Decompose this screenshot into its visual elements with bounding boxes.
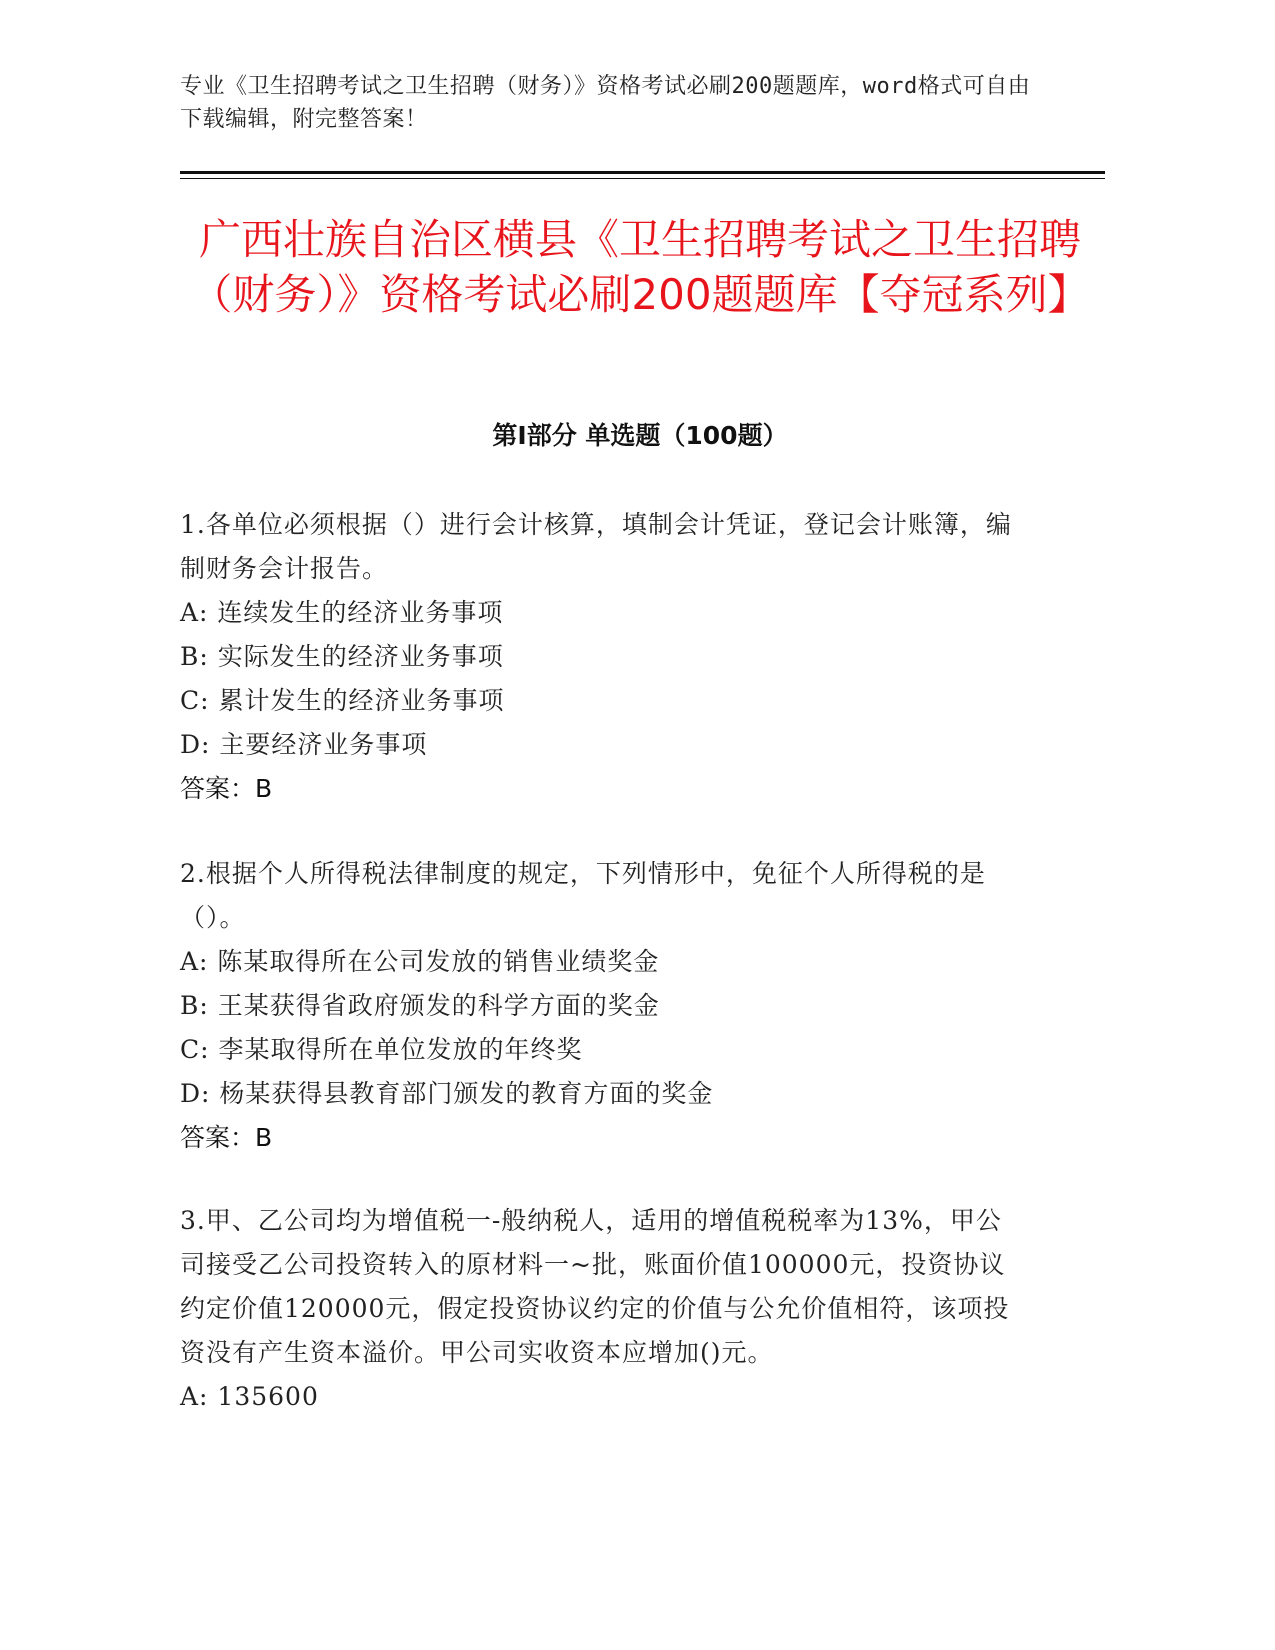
option-d: D: 主要经济业务事项 bbox=[180, 730, 428, 759]
question-3 bbox=[180, 1199, 1020, 1419]
option-b: B: 实际发生的经济业务事项 bbox=[180, 642, 504, 671]
header-rule-thick bbox=[180, 171, 1105, 174]
question-stem: 3.甲、乙公司均为增值税一-般纳税人，适用的增值税税率为13%，甲公司接受乙公司投资转入的原材料一~批，账面价值100000元，投资协议约定价值120000元，假定投资协议约定的价值与公允价值相符，该项投资没有产生资本溢价。甲公司实收资本应增加()元。 bbox=[180, 1206, 1010, 1367]
option-c: C: 李某取得所在单位发放的年终奖 bbox=[180, 1035, 583, 1064]
header-rule-thin bbox=[180, 178, 1105, 179]
option-a: A: 陈某取得所在公司发放的销售业绩奖金 bbox=[180, 947, 660, 976]
question-2 bbox=[180, 852, 1020, 1160]
document-title: 广西壮族自治区横县《卫生招聘考试之卫生招聘（财务）》资格考试必刷200题题库【夺冠系列】 bbox=[190, 215, 1090, 319]
question-stem: 2.根据个人所得税法律制度的规定，下列情形中，免征个人所得税的是（）。 bbox=[180, 859, 986, 932]
answer: 答案：B bbox=[180, 1123, 273, 1152]
option-c: C: 累计发生的经济业务事项 bbox=[180, 686, 505, 715]
answer: 答案：B bbox=[180, 774, 273, 803]
section-title: 第Ⅰ部分 单选题（100题） bbox=[492, 421, 788, 450]
option-a: A: 连续发生的经济业务事项 bbox=[180, 598, 504, 627]
option-b: B: 王某获得省政府颁发的科学方面的奖金 bbox=[180, 991, 660, 1020]
option-d: D: 杨某获得县教育部门颁发的教育方面的奖金 bbox=[180, 1079, 714, 1108]
header-note: 专业《卫生招聘考试之卫生招聘（财务）》资格考试必刷200题题库，word格式可自由下载编辑，附完整答案！ bbox=[180, 74, 1031, 132]
question-stem: 1.各单位必须根据（）进行会计核算，填制会计凭证，登记会计账簿，编制财务会计报告。 bbox=[180, 510, 1012, 583]
option-a: A: 135600 bbox=[180, 1382, 319, 1411]
question-1 bbox=[180, 503, 1020, 811]
